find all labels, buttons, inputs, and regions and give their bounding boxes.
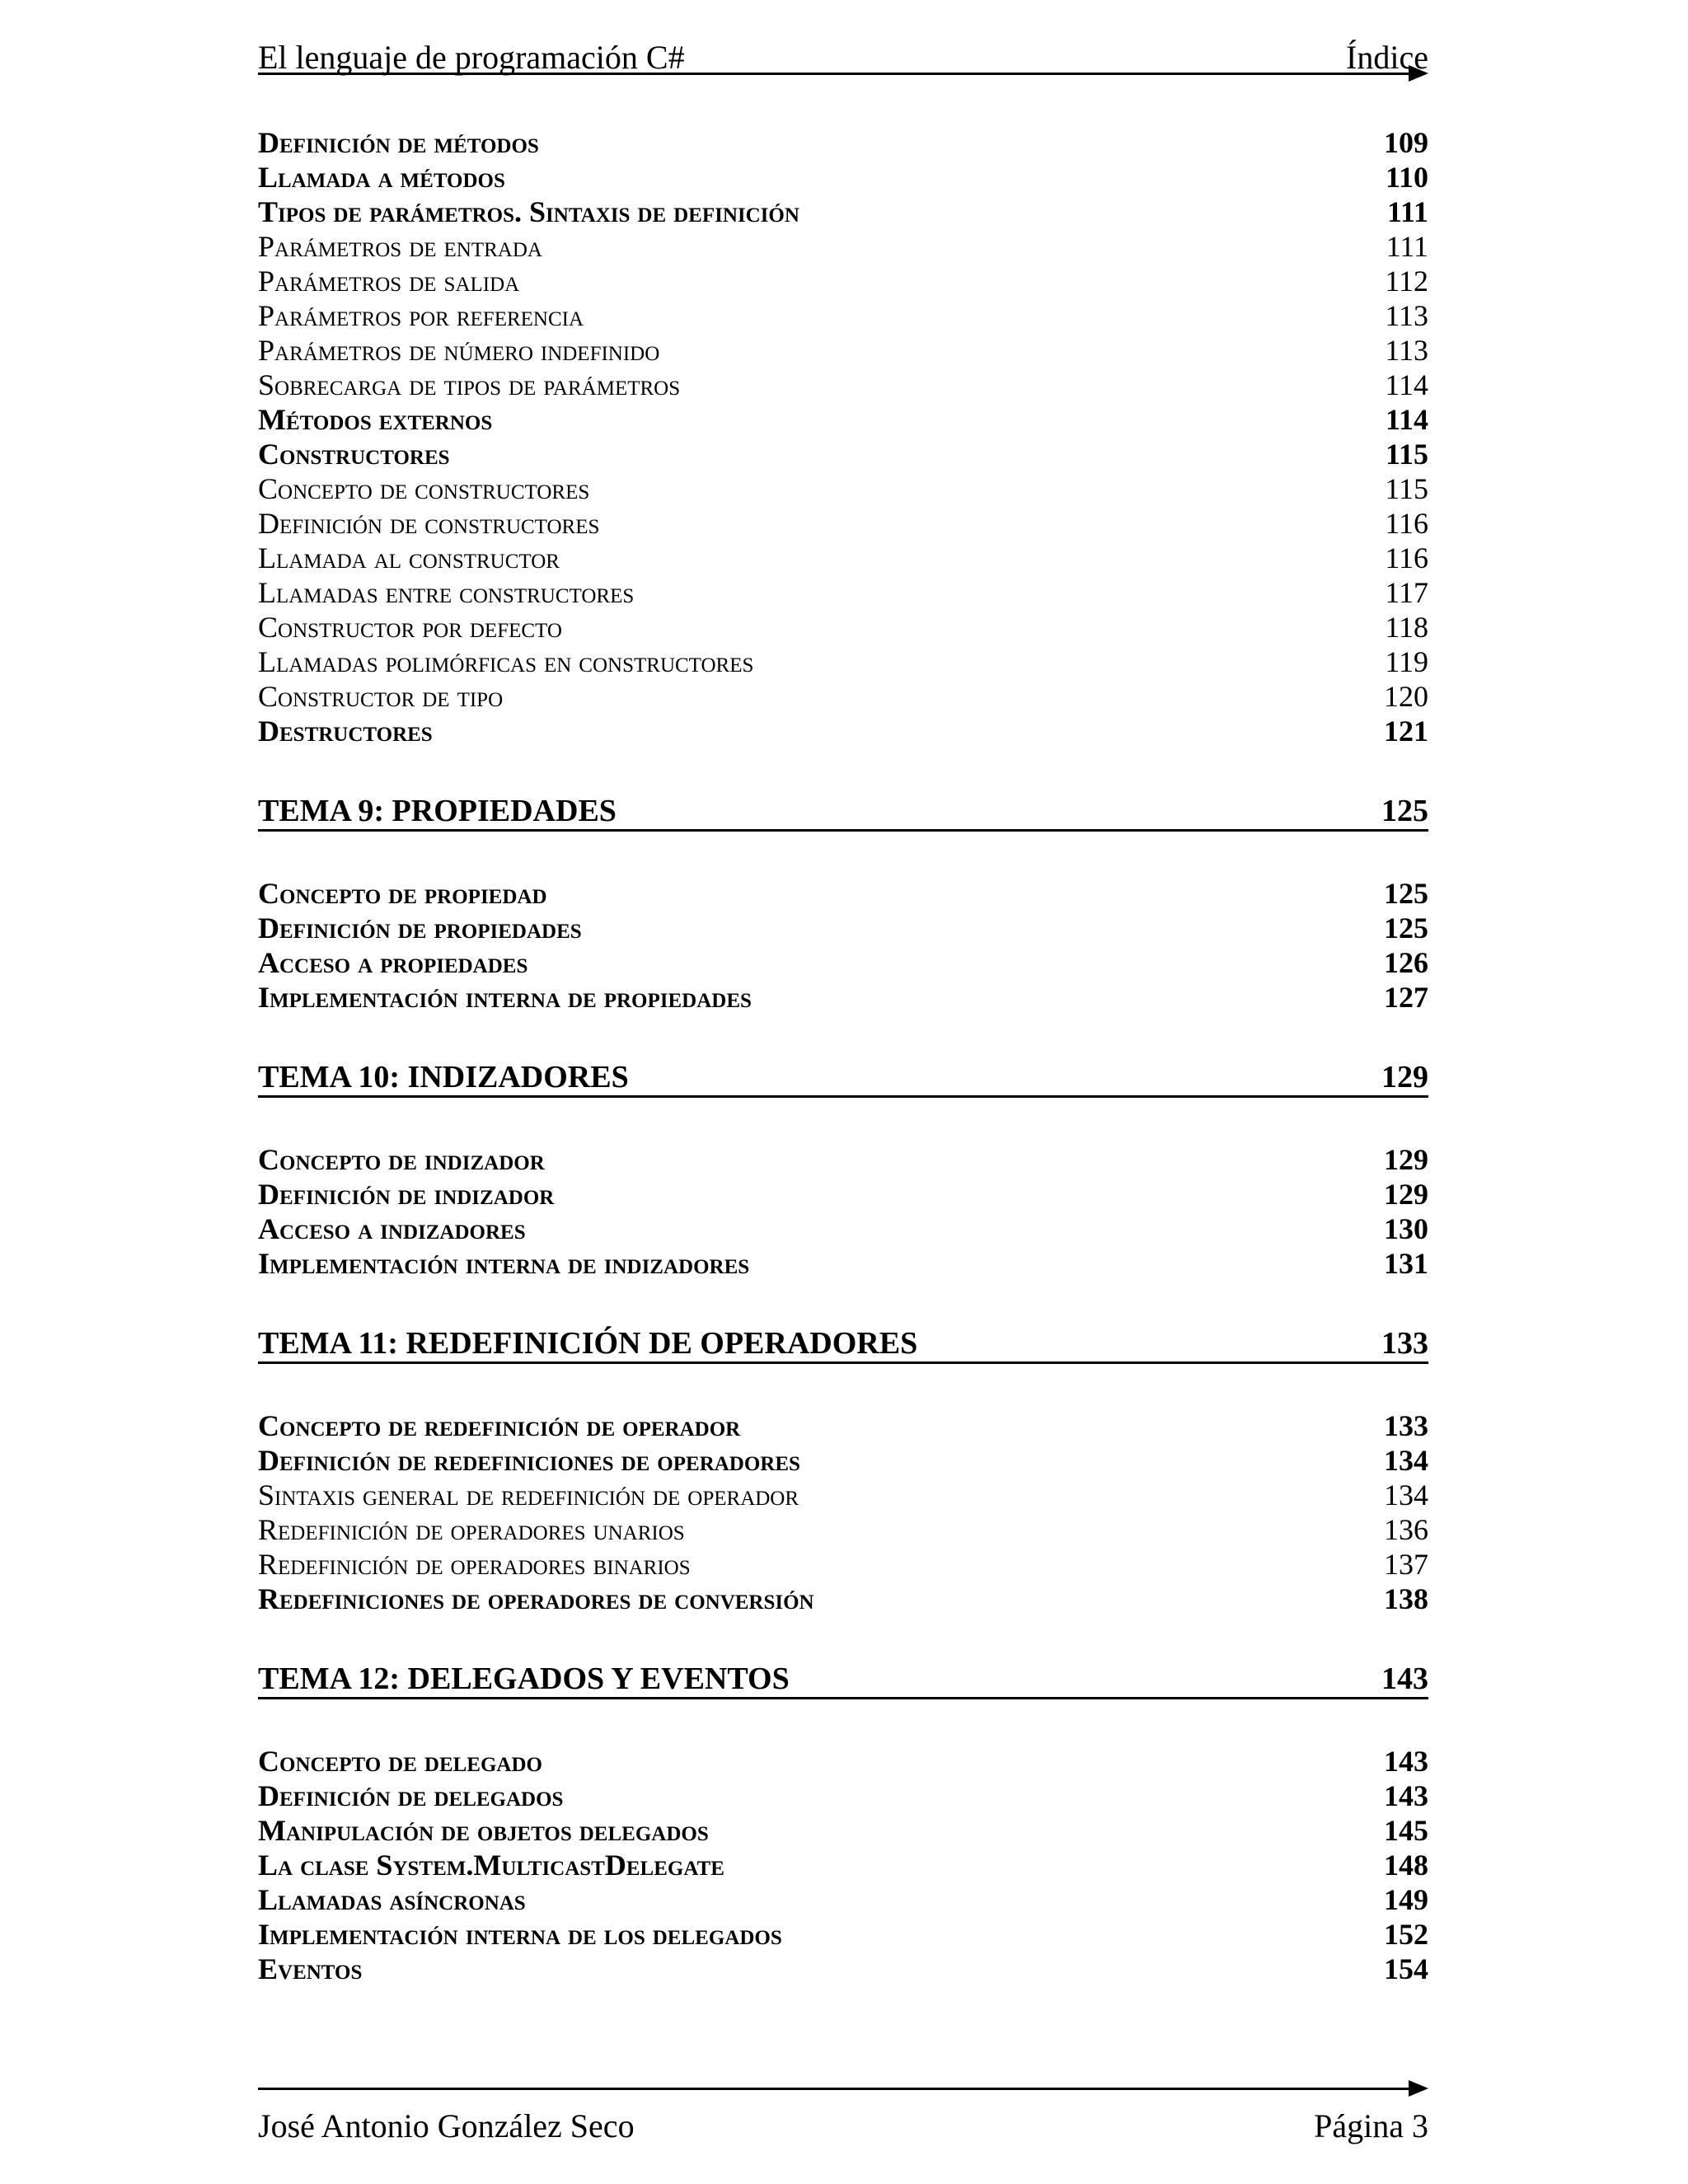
page-number: Página 3 xyxy=(1314,2107,1428,2144)
toc-entry-page: 114 xyxy=(1385,403,1428,436)
section-name: Índice xyxy=(1346,39,1428,76)
toc-entry-page: 145 xyxy=(1384,1814,1428,1847)
toc-entry[interactable] xyxy=(258,1779,1428,1813)
toc-entry[interactable] xyxy=(258,1952,1428,1986)
toc-entry[interactable] xyxy=(258,1478,1428,1512)
toc-entry-page: 125 xyxy=(1384,912,1428,944)
toc-entry[interactable] xyxy=(258,575,1428,610)
toc-entry-page: 116 xyxy=(1385,507,1428,540)
toc-entry-page: 121 xyxy=(1384,715,1428,748)
toc-entry-page: 148 xyxy=(1384,1849,1428,1882)
toc-entry[interactable] xyxy=(258,471,1428,506)
toc-entry[interactable] xyxy=(258,610,1428,644)
table-of-contents xyxy=(258,125,1428,1986)
footer-arrow-icon xyxy=(1409,2080,1428,2097)
toc-entry-label: Parámetros de entrada xyxy=(258,230,542,263)
toc-entry-page: 133 xyxy=(1384,1409,1428,1442)
toc-entry-page: 109 xyxy=(1384,126,1428,159)
running-header xyxy=(258,25,1428,74)
toc-entry-label: Sobrecarga de tipos de parámetros xyxy=(258,368,681,401)
toc-entry-label: Redefinición de operadores binarios xyxy=(258,1548,691,1581)
toc-entry-label: Sintaxis general de redefinición de operador xyxy=(258,1479,799,1511)
toc-entry[interactable] xyxy=(258,679,1428,714)
toc-entry-label: Acceso a indizadores xyxy=(258,1212,526,1245)
toc-entry-page: 138 xyxy=(1384,1582,1428,1615)
toc-entry-label: Definición de indizador xyxy=(258,1178,555,1211)
toc-entry[interactable] xyxy=(258,437,1428,471)
toc-entry-label: Parámetros por referencia xyxy=(258,299,584,332)
toc-entry[interactable] xyxy=(258,1882,1428,1917)
toc-block-tema9 xyxy=(258,876,1428,1015)
toc-entry-page: 120 xyxy=(1384,680,1428,713)
toc-entry-page: 137 xyxy=(1384,1548,1428,1581)
chapter-title: TEMA 9: PROPIEDADES xyxy=(258,794,617,828)
chapter-heading-tema11[interactable] xyxy=(258,1325,1428,1364)
toc-entry-label: Llamada a métodos xyxy=(258,161,505,194)
toc-entry-label: Llamada al constructor xyxy=(258,541,560,574)
toc-entry-page: 118 xyxy=(1385,611,1428,644)
toc-entry-page: 117 xyxy=(1385,576,1428,609)
toc-entry-page: 114 xyxy=(1385,368,1428,401)
toc-entry[interactable] xyxy=(258,644,1428,679)
chapter-heading-tema10[interactable] xyxy=(258,1059,1428,1098)
toc-entry[interactable] xyxy=(258,1547,1428,1582)
toc-entry-label: Destructores xyxy=(258,715,433,748)
toc-entry[interactable] xyxy=(258,945,1428,980)
toc-block-tema10 xyxy=(258,1142,1428,1281)
toc-entry[interactable] xyxy=(258,1744,1428,1779)
toc-entry-label: Definición de delegados xyxy=(258,1779,564,1812)
toc-entry-label: Definición de métodos xyxy=(258,126,539,159)
toc-entry-label: Definición de constructores xyxy=(258,507,600,540)
toc-entry-page: 152 xyxy=(1384,1918,1428,1951)
toc-entry[interactable] xyxy=(258,1408,1428,1443)
toc-block-tema12 xyxy=(258,1744,1428,1986)
toc-entry-page: 126 xyxy=(1384,946,1428,979)
toc-entry[interactable] xyxy=(258,1582,1428,1616)
toc-entry-page: 111 xyxy=(1386,230,1428,263)
toc-entry-label: Tipos de parámetros. Sintaxis de definición xyxy=(258,195,799,228)
toc-entry[interactable] xyxy=(258,1177,1428,1212)
toc-entry-label: Llamadas entre constructores xyxy=(258,576,635,609)
toc-entry[interactable] xyxy=(258,298,1428,333)
toc-entry-page: 129 xyxy=(1384,1178,1428,1211)
toc-entry[interactable] xyxy=(258,1212,1428,1246)
toc-entry[interactable] xyxy=(258,1917,1428,1952)
toc-entry-label: Implementación interna de indizadores xyxy=(258,1247,750,1280)
chapter-heading-tema9[interactable] xyxy=(258,793,1428,832)
toc-entry-label: Constructor por defecto xyxy=(258,611,562,644)
toc-entry-label: Definición de redefiniciones de operadores xyxy=(258,1444,800,1477)
toc-entry-label: Eventos xyxy=(258,1952,363,1985)
document-page xyxy=(258,0,1428,2184)
toc-entry-label: Llamadas polimórficas en constructores xyxy=(258,645,754,678)
toc-entry-page: 111 xyxy=(1386,195,1428,228)
toc-entry-page: 112 xyxy=(1385,265,1428,298)
toc-block-tema8 xyxy=(258,125,1428,748)
toc-entry-label: Parámetros de número indefinido xyxy=(258,334,660,367)
toc-entry-page: 110 xyxy=(1385,161,1428,194)
toc-entry-page: 113 xyxy=(1385,299,1428,332)
toc-entry-page: 136 xyxy=(1384,1513,1428,1546)
toc-block-tema11 xyxy=(258,1408,1428,1616)
toc-entry-label: Concepto de delegado xyxy=(258,1745,542,1778)
toc-entry[interactable] xyxy=(258,368,1428,402)
toc-entry-page: 134 xyxy=(1384,1444,1428,1477)
toc-entry-page: 131 xyxy=(1384,1247,1428,1280)
toc-entry[interactable] xyxy=(258,506,1428,541)
toc-entry-label: Redefiniciones de operadores de conversión xyxy=(258,1582,814,1615)
toc-entry-page: 130 xyxy=(1384,1212,1428,1245)
toc-entry-label: Constructor de tipo xyxy=(258,680,504,713)
toc-entry[interactable] xyxy=(258,911,1428,945)
toc-entry-page: 113 xyxy=(1385,334,1428,367)
toc-entry-page: 134 xyxy=(1384,1479,1428,1511)
header-rule xyxy=(258,73,1412,75)
toc-entry[interactable] xyxy=(258,264,1428,298)
toc-entry[interactable] xyxy=(258,1443,1428,1478)
toc-entry-page: 125 xyxy=(1384,877,1428,910)
toc-entry-page: 115 xyxy=(1385,472,1428,505)
running-footer xyxy=(258,2107,1428,2144)
toc-entry-page: 129 xyxy=(1384,1143,1428,1176)
book-title: El lenguaje de programación C# xyxy=(258,39,685,76)
toc-entry[interactable] xyxy=(258,402,1428,437)
toc-entry-label: Concepto de propiedad xyxy=(258,877,547,910)
toc-entry-page: 143 xyxy=(1384,1745,1428,1778)
toc-entry-label: Llamadas asíncronas xyxy=(258,1883,526,1916)
toc-entry-label: Acceso a propiedades xyxy=(258,946,528,979)
chapter-heading-tema12[interactable] xyxy=(258,1661,1428,1699)
chapter-page: 129 xyxy=(1381,1060,1428,1094)
toc-entry-label: Redefinición de operadores unarios xyxy=(258,1513,685,1546)
toc-entry[interactable] xyxy=(258,1512,1428,1547)
toc-entry-label: Manipulación de objetos delegados xyxy=(258,1814,709,1847)
chapter-page: 143 xyxy=(1381,1661,1428,1696)
toc-entry-page: 116 xyxy=(1385,541,1428,574)
toc-entry[interactable] xyxy=(258,876,1428,911)
toc-entry[interactable] xyxy=(258,980,1428,1015)
toc-entry[interactable] xyxy=(258,333,1428,368)
toc-entry-label: Constructores xyxy=(258,438,450,471)
toc-entry-label: Métodos externos xyxy=(258,403,493,436)
toc-entry-label: Concepto de indizador xyxy=(258,1143,545,1176)
toc-entry[interactable] xyxy=(258,1142,1428,1177)
toc-entry-label: Parámetros de salida xyxy=(258,265,520,298)
toc-entry-label: Implementación interna de propiedades xyxy=(258,981,752,1014)
author-name: José Antonio González Seco xyxy=(258,2107,635,2144)
toc-entry-label: La clase System.MulticastDelegate xyxy=(258,1849,724,1882)
toc-entry[interactable] xyxy=(258,714,1428,748)
chapter-title: TEMA 10: INDIZADORES xyxy=(258,1060,629,1094)
chapter-page: 133 xyxy=(1381,1326,1428,1361)
toc-entry-label: Definición de propiedades xyxy=(258,912,582,944)
toc-entry[interactable] xyxy=(258,1246,1428,1281)
chapter-page: 125 xyxy=(1381,794,1428,828)
toc-entry-page: 127 xyxy=(1384,981,1428,1014)
toc-entry[interactable] xyxy=(258,1813,1428,1848)
toc-entry-page: 143 xyxy=(1384,1779,1428,1812)
toc-entry-page: 149 xyxy=(1384,1883,1428,1916)
toc-entry[interactable] xyxy=(258,229,1428,264)
toc-entry-label: Concepto de redefinición de operador xyxy=(258,1409,741,1442)
header-arrow-icon xyxy=(1409,65,1428,82)
toc-entry-page: 115 xyxy=(1385,438,1428,471)
toc-entry-page: 119 xyxy=(1385,645,1428,678)
toc-entry[interactable] xyxy=(258,541,1428,575)
chapter-title: TEMA 11: REDEFINICIÓN DE OPERADORES xyxy=(258,1326,918,1361)
toc-entry[interactable] xyxy=(258,125,1428,160)
toc-entry[interactable] xyxy=(258,1848,1428,1882)
toc-entry-page: 154 xyxy=(1384,1952,1428,1985)
footer-rule xyxy=(258,2088,1412,2090)
toc-entry-label: Implementación interna de los delegados xyxy=(258,1918,782,1951)
toc-entry[interactable] xyxy=(258,160,1428,194)
chapter-title: TEMA 12: DELEGADOS Y EVENTOS xyxy=(258,1661,790,1696)
toc-entry[interactable] xyxy=(258,194,1428,229)
toc-entry-label: Concepto de constructores xyxy=(258,472,590,505)
